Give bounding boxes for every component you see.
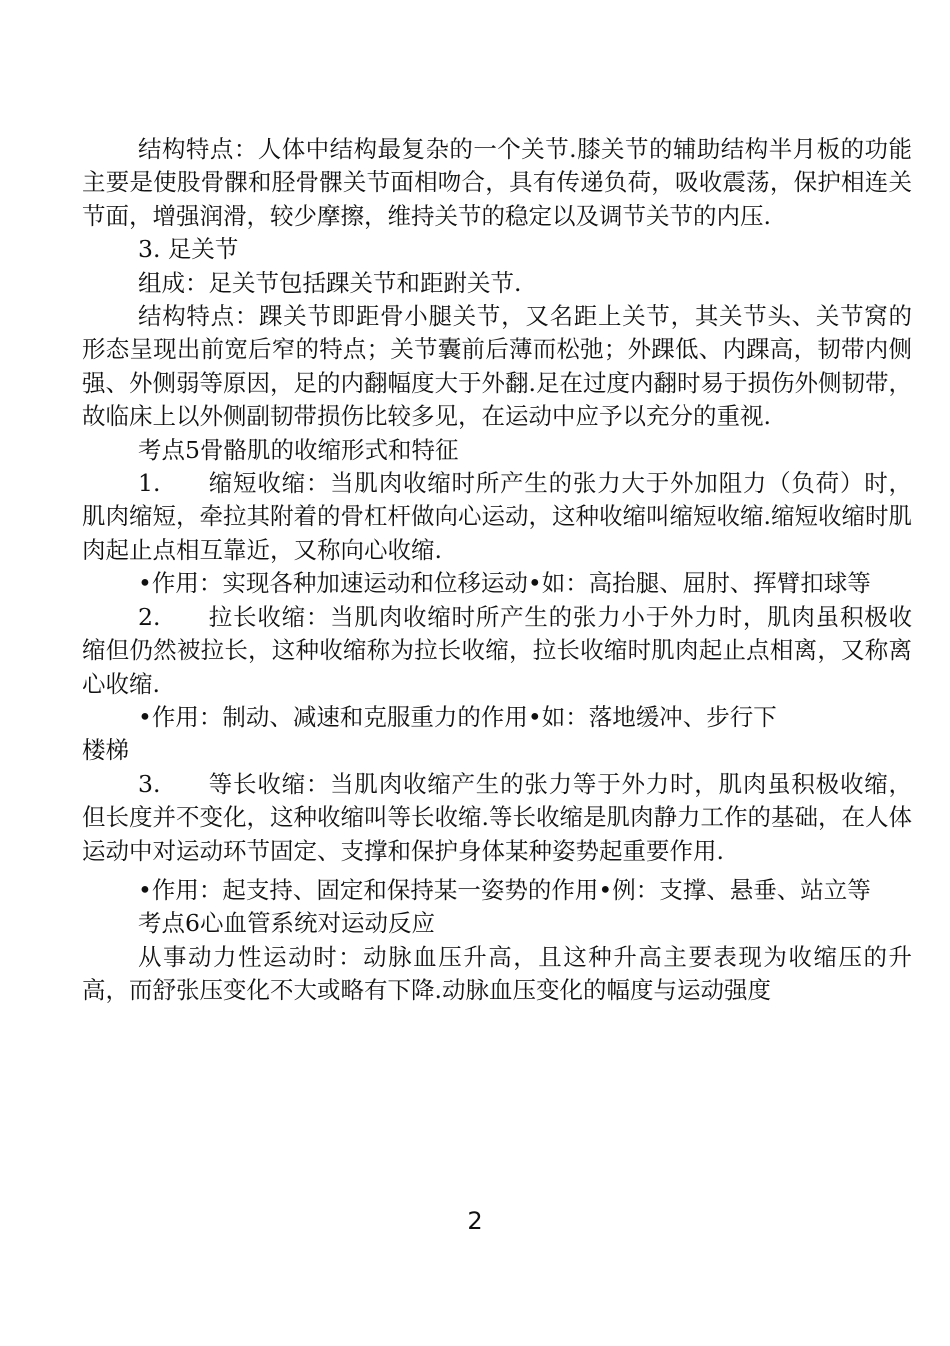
heading-topic-5: 考点5骨骼肌的收缩形式和特征 [138,435,459,464]
list-number: 1. [138,469,161,498]
bullet-lengthening-effect-continued: 楼梯 [82,736,129,765]
list-item-text: 缩短收缩：当肌肉收缩时所产生的张力大于外加阻力（负荷）时，肌肉缩短，牵拉其附着的骨杠杆做向心运动，这种收缩叫缩短收缩.缩短收缩时肌肉起止点相互靠近，又称向心收缩. [82,469,912,564]
heading-foot-joint: 3. 足关节 [138,235,239,264]
list-item-text: 等长收缩：当肌肉收缩产生的张力等于外力时，肌肉虽积极收缩，但长度并不变化，这种收缩叫等长收缩.等长收缩是肌肉静力工作的基础，在人体运动中对运动环节固定、支撑和保护身体某种姿势起重要作用. [82,769,912,865]
list-item-shortening [82,467,912,567]
bullet-isometric-effect: •作用：起支持、固定和保持某一姿势的作用•例：支撑、悬垂、站立等 [138,875,871,904]
paragraph-foot-structure: 结构特点：踝关节即距骨小腿关节，又名距上关节，其关节头、关节窝的形态呈现出前宽后窄的特点；关节囊前后薄而松弛；外踝低、内踝高，韧带内侧强、外侧弱等原因，足的内翻幅度大于外翻.足在过度内翻时易于损伤外侧韧带，故临床上以外侧副韧带损伤比较多见，在运动中应予以充分的重视. [82,302,912,431]
list-number: 2. [138,602,161,631]
page-number: 2 [467,1207,483,1235]
document-body [82,133,912,1008]
paragraph-knee-structure: 结构特点：人体中结构最复杂的一个关节.膝关节的辅助结构半月板的功能主要是使股骨髁和胫骨髁关节面相吻合，具有传递负荷，吸收震荡，保护相连关节面，增强润滑，较少摩擦，维持关节的稳定以及调节关节的内压. [82,135,912,230]
list-item-lengthening [82,601,912,701]
bullet-shortening-effect: •作用：实现各种加速运动和位移运动•如：高抬腿、屈肘、挥臂扣球等 [138,569,871,598]
list-item-text: 拉长收缩：当肌肉收缩时所产生的张力小于外力时，肌肉虽积极收缩但仍然被拉长，这种收缩称为拉长收缩，拉长收缩时肌肉起止点相离，又称离心收缩. [82,602,912,698]
heading-topic-6: 考点6心血管系统对运动反应 [138,909,435,938]
list-item-isometric [82,768,912,868]
list-number: 3. [138,769,161,798]
paragraph-blood-pressure: 从事动力性运动时：动脉血压升高，且这种升高主要表现为收缩压的升高，而舒张压变化不大或略有下降.动脉血压变化的幅度与运动强度 [82,942,912,1005]
paragraph-foot-composition: 组成：足关节包括踝关节和距跗关节. [138,268,522,297]
bullet-lengthening-effect: •作用：制动、减速和克服重力的作用•如：落地缓冲、步行下 [138,702,777,731]
